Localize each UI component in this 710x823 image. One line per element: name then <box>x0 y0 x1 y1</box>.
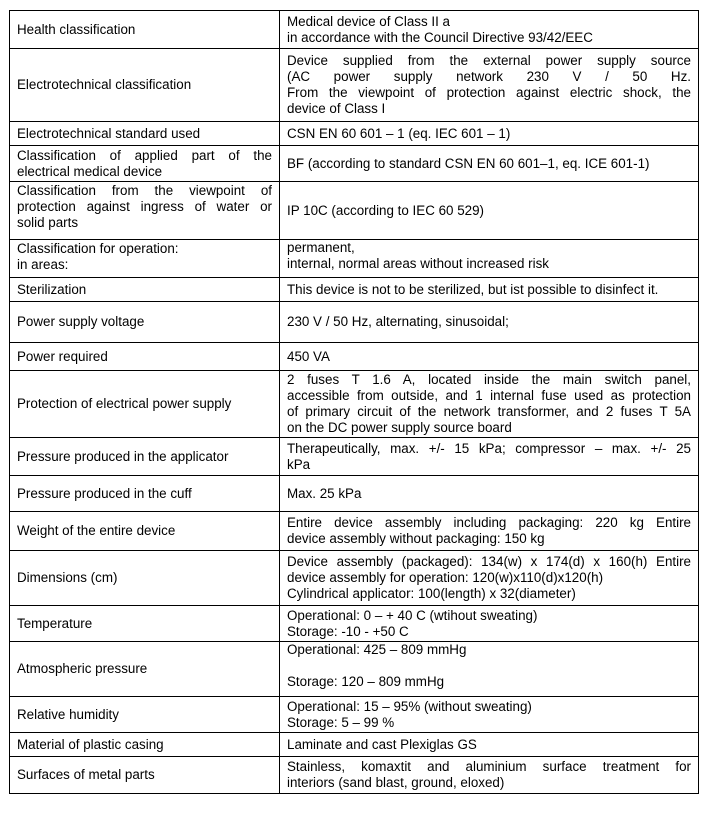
table-row <box>10 122 699 146</box>
spec-value: Medical device of Class II a <box>287 13 450 29</box>
spec-value <box>287 658 691 674</box>
spec-value-cell <box>280 733 699 757</box>
spec-label: Health classification <box>17 21 136 37</box>
spec-label-cell <box>10 512 280 551</box>
spec-value: Storage: 5 – 99 % <box>287 714 395 730</box>
spec-label: Dimensions (cm) <box>17 570 118 585</box>
spec-value: on the DC power supply source board <box>287 420 512 435</box>
spec-value-cell <box>280 182 699 240</box>
spec-value-cell <box>280 512 699 551</box>
spec-value: device of Class I <box>287 101 386 116</box>
spec-label-cell <box>10 642 280 697</box>
spec-value: device assembly for operation: 120(w)x110(d)x120(h) <box>287 570 604 585</box>
table-row <box>10 278 699 302</box>
spec-value-cell <box>280 438 699 476</box>
spec-label: Surfaces of metal parts <box>17 767 155 782</box>
spec-label-cell <box>10 476 280 512</box>
spec-value: BF (according to standard CSN EN 60 601–1, eq. ICE 601-1) <box>287 155 650 171</box>
spec-value: of primary circuit of the network transformer, and 2 fuses T 5A <box>287 404 691 419</box>
spec-label: Classification of applied part of the <box>17 147 272 163</box>
spec-value: accessible from outside, and 1 internal fuse used as protection <box>287 388 691 403</box>
spec-value-cell <box>280 49 699 122</box>
spec-label-cell <box>10 302 280 343</box>
table-row <box>10 476 699 512</box>
spec-label-cell <box>10 697 280 733</box>
table-row <box>10 182 699 240</box>
spec-label: Relative humidity <box>17 706 119 722</box>
table-row <box>10 49 699 122</box>
spec-value-cell <box>280 240 699 278</box>
spec-label: Classification from the viewpoint of <box>17 183 272 198</box>
spec-value: in accordance with the Council Directive 93/42/EEC <box>287 29 593 45</box>
spec-value-cell <box>280 146 699 182</box>
spec-label: Sterilization <box>17 281 87 297</box>
spec-value: CSN EN 60 601 – 1 (eq. IEC 601 – 1) <box>287 125 511 141</box>
spec-value: Operational: 15 – 95% (without sweating) <box>287 698 532 714</box>
spec-value: Storage: -10 - +50 C <box>287 623 409 639</box>
spec-label-cell <box>10 343 280 371</box>
spec-value: Cylindrical applicator: 100(length) x 32(diameter) <box>287 586 576 601</box>
spec-label-cell <box>10 438 280 476</box>
spec-label-cell <box>10 371 280 438</box>
spec-value-cell <box>280 606 699 642</box>
spec-label-cell <box>10 240 280 278</box>
spec-value-cell <box>280 11 699 49</box>
spec-value-cell <box>280 302 699 343</box>
spec-value: internal, normal areas without increased risk <box>287 256 549 271</box>
spec-label-cell <box>10 146 280 182</box>
spec-label: protection against ingress of water or <box>17 199 272 214</box>
spec-label: Material of plastic casing <box>17 736 164 752</box>
table-row <box>10 606 699 642</box>
table-row <box>10 551 699 606</box>
spec-value-cell <box>280 476 699 512</box>
spec-label-cell <box>10 182 280 240</box>
spec-label-cell <box>10 757 280 794</box>
spec-value-cell <box>280 757 699 794</box>
table-row <box>10 642 699 697</box>
spec-label: Temperature <box>17 615 93 631</box>
spec-label: Electrotechnical classification <box>17 77 192 92</box>
specifications-table-body <box>10 11 699 794</box>
spec-label: Atmospheric pressure <box>17 661 148 676</box>
spec-value: 2 fuses T 1.6 A, located inside the main switch panel, <box>287 372 691 387</box>
spec-value: kPa <box>287 456 311 472</box>
spec-value: IP 10C (according to IEC 60 529) <box>287 202 485 218</box>
table-row <box>10 302 699 343</box>
spec-label-cell <box>10 733 280 757</box>
spec-label: Weight of the entire device <box>17 523 176 538</box>
spec-label-cell <box>10 11 280 49</box>
spec-label-cell <box>10 278 280 302</box>
table-row <box>10 733 699 757</box>
table-row <box>10 371 699 438</box>
spec-value-cell <box>280 122 699 146</box>
spec-value: Device assembly (packaged): 134(w) x 174(d) x 160(h) Entire <box>287 554 691 569</box>
table-row <box>10 697 699 733</box>
table-row <box>10 512 699 551</box>
spec-label: Protection of electrical power supply <box>17 396 232 411</box>
spec-label: Classification for operation: <box>17 241 179 256</box>
spec-value: (AC power supply network 230 V / 50 Hz. <box>287 69 691 84</box>
spec-label: Pressure produced in the cuff <box>17 485 192 501</box>
spec-value-cell <box>280 343 699 371</box>
table-row <box>10 11 699 49</box>
table-row <box>10 146 699 182</box>
spec-value: Laminate and cast Plexiglas GS <box>287 736 477 752</box>
spec-label: in areas: <box>17 257 69 272</box>
spec-value: interiors (sand blast, ground, eloxed) <box>287 775 505 790</box>
spec-value: Stainless, komaxtit and aluminium surface treatment for <box>287 759 691 774</box>
spec-label: solid parts <box>17 215 79 230</box>
table-row <box>10 438 699 476</box>
spec-label-cell <box>10 49 280 122</box>
spec-value-cell <box>280 642 699 697</box>
spec-value: Therapeutically, max. +/- 15 kPa; compressor – max. +/- 25 <box>287 440 691 456</box>
spec-value: From the viewpoint of protection against electric shock, the <box>287 85 691 100</box>
spec-value-cell <box>280 551 699 606</box>
spec-label: electrical medical device <box>17 163 163 179</box>
spec-value: Max. 25 kPa <box>287 485 362 501</box>
spec-value-cell <box>280 278 699 302</box>
table-row <box>10 240 699 278</box>
spec-value: 450 VA <box>287 348 330 364</box>
specifications-table <box>9 10 699 794</box>
spec-value: Operational: 425 – 809 mmHg <box>287 642 467 657</box>
spec-label-cell <box>10 606 280 642</box>
spec-label: Power required <box>17 348 108 364</box>
spec-label: Pressure produced in the applicator <box>17 448 229 464</box>
spec-value: Entire device assembly including packaging: 220 kg Entire <box>287 515 691 530</box>
spec-value: Storage: 120 – 809 mmHg <box>287 674 445 689</box>
spec-label: Electrotechnical standard used <box>17 125 201 141</box>
spec-value: 230 V / 50 Hz, alternating, sinusoidal; <box>287 314 509 329</box>
spec-value: Operational: 0 – + 40 C (wtihout sweating) <box>287 607 538 623</box>
table-row <box>10 757 699 794</box>
spec-value-cell <box>280 371 699 438</box>
spec-label: Power supply voltage <box>17 314 145 329</box>
spec-value: permanent, <box>287 240 355 255</box>
spec-value: device assembly without packaging: 150 kg <box>287 531 545 546</box>
spec-value: This device is not to be sterilized, but ist possible to disinfect it. <box>287 281 659 297</box>
spec-value-cell <box>280 697 699 733</box>
table-row <box>10 343 699 371</box>
spec-label-cell <box>10 551 280 606</box>
spec-value: Device supplied from the external power supply source <box>287 53 691 68</box>
spec-label-cell <box>10 122 280 146</box>
